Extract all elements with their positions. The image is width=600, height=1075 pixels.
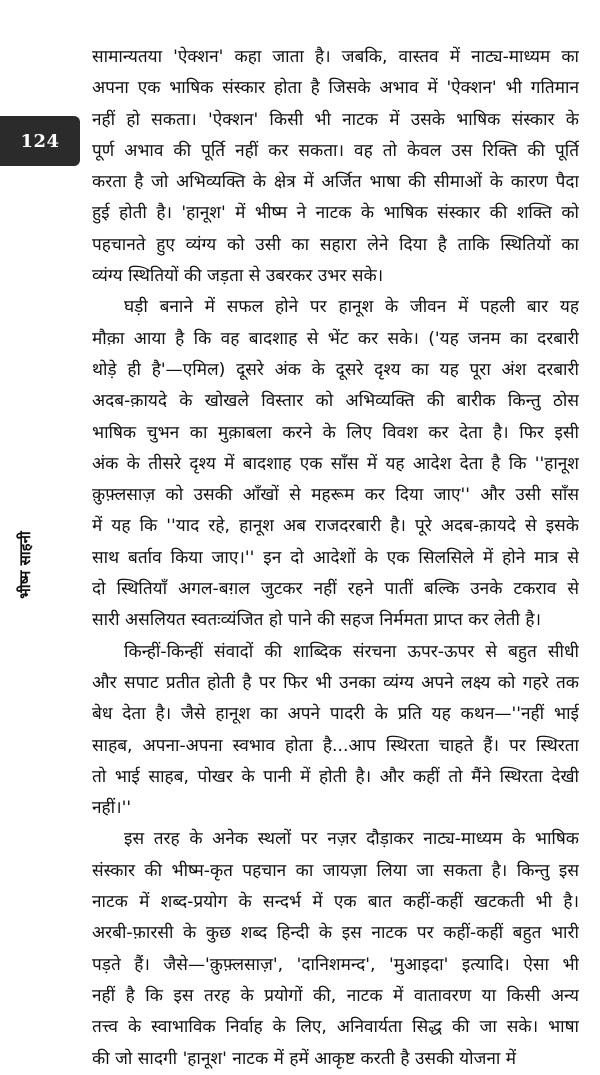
text-line: अंक के तीसरे दृश्य में बादशाह एक साँस में यह आदेश देता है कि ''हानूश xyxy=(92,453,579,474)
text-line: तत्त्व के स्वाभाविक निर्वाह के लिए, अनिवार्यता सिद्ध की जा सके। भाषा xyxy=(92,1017,579,1038)
text-line: और सपाट प्रतीत होती है पर फिर भी उनका व्यंग्य अपने लक्ष्य को गहरे तक xyxy=(92,672,579,693)
text-line: की जो सादगी 'हानूश' नाटक में हमें आकृष्ट करती है उसकी योजना में xyxy=(92,1048,517,1069)
text-line: सामान्यतया 'ऐक्शन' कहा जाता है। जबकि, वास्तव में नाट्य-माध्यम का xyxy=(92,47,579,67)
paragraph xyxy=(92,824,579,1074)
text-line: अरबी-फ़ारसी के कुछ शब्द हिन्दी के इस नाटक पर कहीं-कहीं बहुत भारी xyxy=(92,923,579,944)
text-line: तो भाई साहब, पोखर के पानी में होती है। और कहीं तो मैंने स्थिरता देखी xyxy=(92,766,579,787)
text-line: घड़ी बनाने में सफल होने पर हानूश के जीवन में पहली बार यह xyxy=(124,297,579,318)
text-line: नहीं हो सकता। 'ऐक्शन' किसी भी नाटक में उसके भाषिक संस्कार के xyxy=(92,109,579,130)
body-text xyxy=(92,42,579,1075)
text-line: सारी असलियत स्वतःव्यंजित हो पाने की सहज निर्ममता प्राप्त कर लेती है। xyxy=(92,610,542,631)
text-line: साहब, अपना-अपना स्वभाव होता है...आप स्थिरता चाहते हैं। पर स्थिरता xyxy=(92,735,579,756)
paragraph xyxy=(92,292,579,636)
text-line: बेध देता है। जैसे हानूश का अपने पादरी के प्रति यह कथन—''नहीं भाई xyxy=(92,704,579,725)
text-line: थोड़े ही है'—एमिल) दूसरे अंक के दूसरे दृश्य का यह पूरा अंश दरबारी xyxy=(92,359,579,380)
text-line: में यह कि ''याद रहे, हानूश अब राजदरबारी है। पूरे अदब-क़ायदे से इसके xyxy=(92,516,579,537)
text-line: पड़ते हैं। जैसे—'क़ुफ़्लसाज़', 'दानिशमन्द', 'मुआइदा' इत्यादि। ऐसा भी xyxy=(92,954,579,975)
text-line: नहीं है कि इस तरह के प्रयोगों की, नाटक में वातावरण या किसी अन्य xyxy=(92,985,579,1006)
running-head-text: भीष्म साहनी xyxy=(16,531,35,599)
text-line: इस तरह के अनेक स्थलों पर नज़र दौड़ाकर नाट्य-माध्यम के भाषिक xyxy=(124,829,579,850)
paragraph xyxy=(92,637,579,825)
text-line: मौक़ा आया है कि वह बादशाह से भेंट कर सके। ('यह जनम का दरबारी xyxy=(92,328,579,349)
text-line: क़ुफ़्लसाज़ को उसकी आँखों से महरूम कर दिया जाए'' और उसी साँस xyxy=(92,485,579,506)
paragraph xyxy=(92,42,579,292)
text-line: दो स्थितियाँ अगल-बग़ल जुटकर नहीं रहने पातीं बल्कि उनके टकराव से xyxy=(92,579,579,600)
running-head xyxy=(14,520,36,610)
page-number: 124 xyxy=(20,130,60,152)
text-line: नहीं।'' xyxy=(92,798,132,819)
text-line: करता है जो अभिव्यक्ति के क्षेत्र में अर्जित भाषा की सीमाओं के कारण पैदा xyxy=(92,172,579,193)
text-line: अपना एक भाषिक संस्कार होता है जिसके अभाव में 'ऐक्शन' भी गतिमान xyxy=(92,78,579,99)
page-number-tab xyxy=(0,116,80,166)
text-line: अदब-क़ायदे के खोखले विस्तार को अभिव्यक्ति की बारीक किन्तु ठोस xyxy=(92,391,579,412)
text-line: व्यंग्य स्थितियों की जड़ता से उबरकर उभर सके। xyxy=(92,266,384,287)
text-line: किन्हीं-किन्हीं संवादों की शाब्दिक संरचना ऊपर-ऊपर से बहुत सीधी xyxy=(124,641,579,662)
text-line: पहचानते हुए व्यंग्य को उसी का सहारा लेने दिया है ताकि स्थितियों का xyxy=(92,234,579,255)
text-line: संस्कार की भीष्म-कृत पहचान का जायज़ा लिया जा सकता है। किन्तु इस xyxy=(92,860,579,881)
text-line: पूर्ण अभाव की पूर्ति नहीं कर सकता। वह तो केवल उस रिक्ति की पूर्ति xyxy=(92,140,579,161)
text-line: नाटक में शब्द-प्रयोग के सन्दर्भ में एक बात कहीं-कहीं खटकती भी है। xyxy=(92,892,579,913)
text-line: भाषिक चुभन का मुक़ाबला करने के लिए विवश कर देता है। फिर इसी xyxy=(92,422,579,443)
text-line: हुई होती है। 'हानूश' में भीष्म ने नाटक के भाषिक संस्कार की शक्ति को xyxy=(92,203,579,224)
text-line: साथ बर्ताव किया जाए।'' इन दो आदेशों के एक सिलसिले में होने मात्र से xyxy=(92,547,579,568)
